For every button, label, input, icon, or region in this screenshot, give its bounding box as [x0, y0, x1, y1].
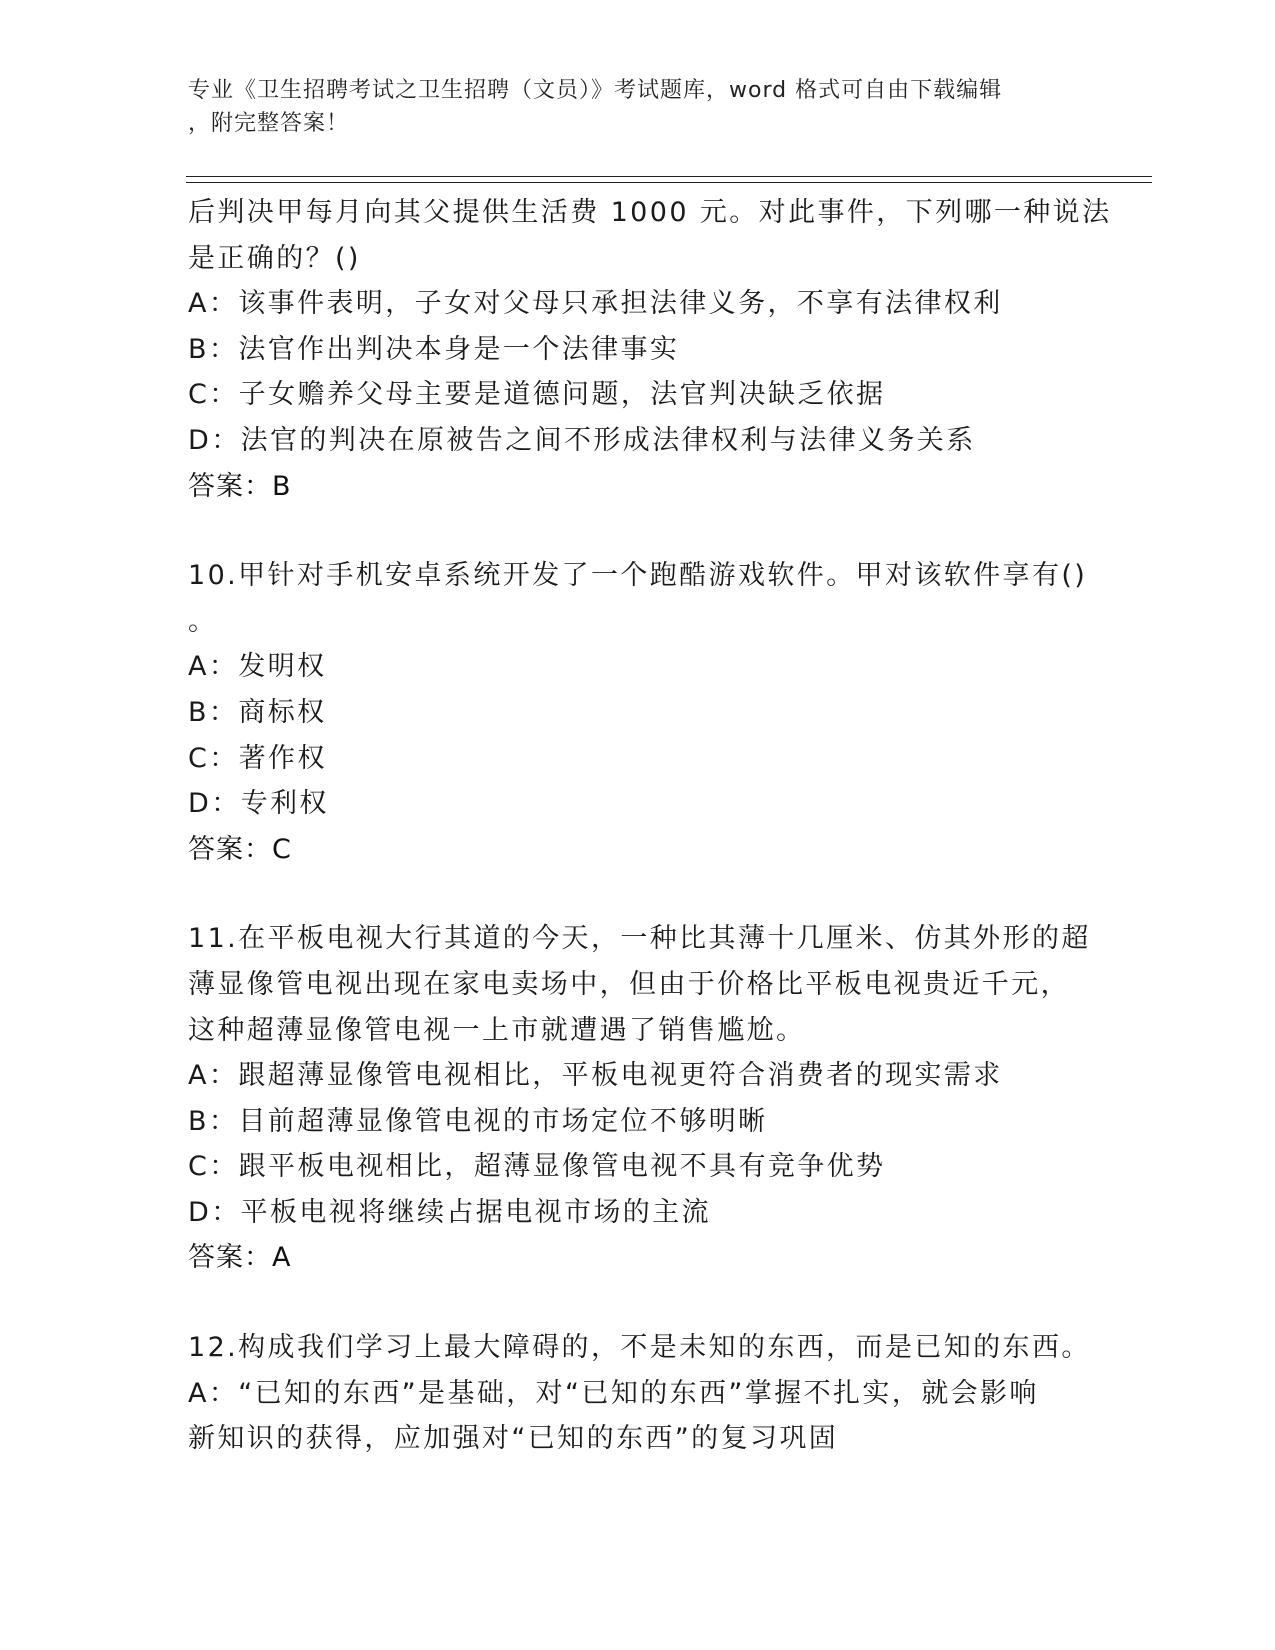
header-divider-top	[186, 176, 1152, 177]
option-b: B：法官作出判决本身是一个法律事实	[188, 333, 680, 365]
option-c: C：著作权	[188, 742, 327, 774]
question-12	[188, 1325, 1091, 1462]
question-stem-line: 12.构成我们学习上最大障碍的，不是未知的东西，而是已知的东西。	[188, 1332, 1091, 1364]
question-9	[188, 190, 1112, 509]
answer-line: 答案：C	[188, 833, 292, 865]
spacer	[188, 1281, 1088, 1325]
document-header	[188, 74, 1068, 140]
option-d: D：法官的判决在原被告之间不形成法律权利与法律义务关系	[188, 424, 976, 456]
option-a: A：“已知的东西”是基础，对“已知的东西”掌握不扎实，就会影响	[188, 1377, 1039, 1409]
option-d: D：专利权	[188, 788, 329, 820]
option-b: B：目前超薄显像管电视的市场定位不够明晰	[188, 1105, 768, 1137]
option-a: A：发明权	[188, 651, 327, 683]
question-stem-line: 11.在平板电视大行其道的今天，一种比其薄十几厘米、仿其外形的超	[188, 923, 1091, 955]
answer-line: 答案：B	[188, 470, 292, 502]
option-a-continued: 新知识的获得，应加强对“已知的东西”的复习巩固	[188, 1423, 839, 1455]
option-b: B：商标权	[188, 696, 327, 728]
spacer	[188, 872, 1088, 916]
option-c: C：跟平板电视相比，超薄显像管电视不具有竞争优势	[188, 1151, 886, 1183]
header-line-2: ，附完整答案！	[188, 111, 350, 136]
question-stem-line: 这种超薄显像管电视一上市就遭遇了销售尴尬。	[188, 1014, 806, 1046]
question-stem-line: 后判决甲每月向其父提供生活费 1000 元。对此事件，下列哪一种说法	[188, 197, 1112, 228]
header-line-1: 专业《卫生招聘考试之卫生招聘（文员）》考试题库，word 格式可自由下载编辑	[188, 78, 1003, 103]
question-11	[188, 916, 1091, 1281]
answer-line: 答案：A	[188, 1242, 292, 1274]
question-stem-line: 。	[188, 605, 218, 637]
header-divider-bottom	[186, 182, 1152, 183]
question-stem-line: 薄显像管电视出现在家电卖场中，但由于价格比平板电视贵近千元，	[188, 968, 1070, 1000]
option-c: C：子女赡养父母主要是道德问题，法官判决缺乏依据	[188, 379, 886, 411]
question-stem-line: 是正确的？()	[188, 242, 361, 274]
option-a: A：跟超薄显像管电视相比，平板电视更符合消费者的现实需求	[188, 1060, 1003, 1092]
spacer	[188, 509, 1088, 553]
question-stem-line: 10.甲针对手机安卓系统开发了一个跑酷游戏软件。甲对该软件享有()	[188, 560, 1088, 592]
option-a: A：该事件表明，子女对父母只承担法律义务，不享有法律权利	[188, 288, 1003, 320]
question-content	[188, 190, 1112, 1462]
question-10	[188, 553, 1088, 872]
option-d: D：平板电视将继续占据电视市场的主流	[188, 1196, 711, 1228]
